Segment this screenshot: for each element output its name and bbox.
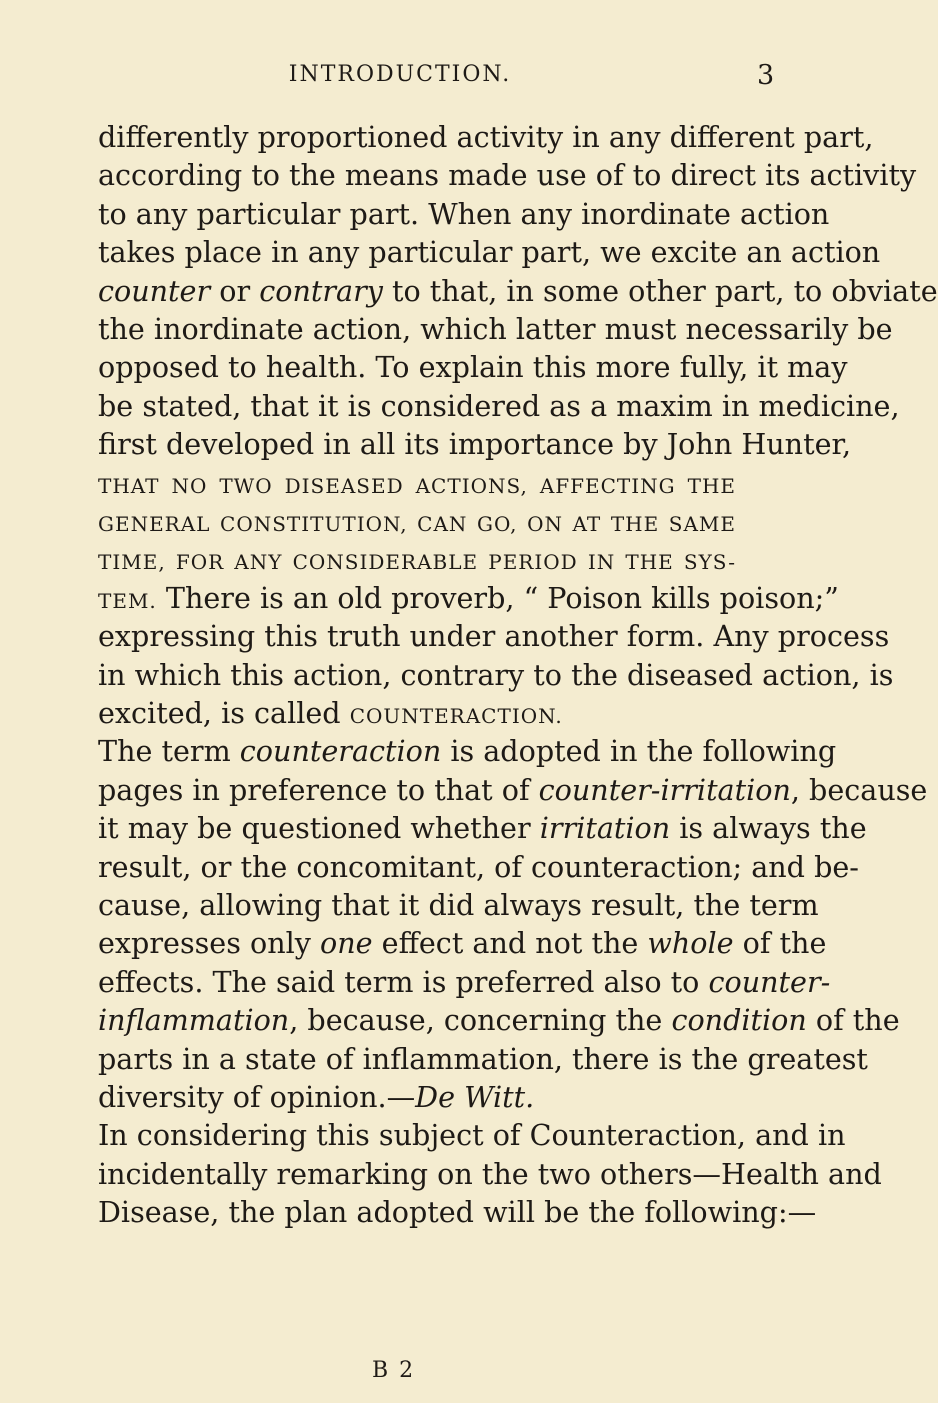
text-line: inflammation, because, concerning the condition of the (98, 1003, 900, 1038)
text-line (98, 464, 736, 502)
emphasis: De Witt. (415, 1080, 535, 1114)
text-line: diversity of opinion.—De Witt. (98, 1080, 535, 1114)
text-line: expresses only one effect and not the whole of the (98, 926, 827, 961)
text-line: to any particular part. When any inordinate action (98, 196, 830, 231)
text-line: be stated, that it is considered as a maxim in medicine, (98, 388, 900, 423)
text-line (98, 502, 736, 540)
emphasis: counter (98, 273, 211, 308)
emphasis: counter- (708, 964, 831, 999)
text-line: effects. The said term is preferred also to counter- (98, 964, 831, 999)
emphasis: counter-irritation (538, 772, 791, 807)
text-line: differently proportioned activity in any different part, (98, 120, 874, 154)
small-caps-text: COUNTERACTION. (349, 704, 563, 728)
text-line (98, 540, 736, 578)
emphasis: counteraction (239, 734, 442, 769)
emphasis: contrary (259, 273, 383, 308)
text-line: expressing this truth under another form. Any process (98, 619, 890, 654)
small-caps-text: TIME, FOR ANY CONSIDERABLE PERIOD IN THE SYS- (98, 550, 736, 575)
emphasis: condition (671, 1003, 807, 1038)
text-line: The term counteraction is adopted in the following (98, 734, 837, 769)
text-line: first developed in all its importance by John Hunter, (98, 427, 852, 462)
text-line: excited, is called COUNTERACTION. (98, 696, 563, 730)
text-line: pages in preference to that of counter-irritation, because (98, 772, 928, 807)
text-line: it may be questioned whether irritation is always the (98, 811, 867, 846)
text-line: opposed to health. To explain this more fully, it may (98, 350, 848, 385)
emphasis: whole (647, 926, 734, 961)
text-line: TEM. There is an old proverb, “ Poison kills poison;” (98, 580, 839, 615)
text-line: In considering this subject of Counteraction, and in (98, 1118, 846, 1153)
text-line: the inordinate action, which latter must necessarily be (98, 312, 893, 346)
text-line: incidentally remarking on the two others—Health and (98, 1156, 882, 1191)
text-line: according to the means made use of to direct its activity (98, 158, 917, 193)
text-line: in which this action, contrary to the diseased action, is (98, 657, 894, 692)
small-caps-text: GENERAL CONSTITUTION, CAN GO, ON AT THE SAME (98, 512, 736, 536)
text-line: cause, allowing that it did always result, the term (98, 888, 819, 922)
text-line: parts in a state of inflammation, there is the greatest (98, 1041, 868, 1076)
small-caps-text: THAT NO TWO DISEASED ACTIONS, AFFECTING THE (98, 473, 736, 498)
printer-signature: B 2 (372, 1358, 416, 1383)
page-header-title: INTRODUCTION. (288, 62, 512, 87)
emphasis: inflammation (98, 1003, 290, 1038)
small-caps-text: TEM. (98, 588, 157, 613)
text-line: result, or the concomitant, of counteraction; and be- (98, 849, 859, 884)
running-head (0, 58, 800, 98)
text-line: takes place in any particular part, we excite an action (98, 235, 881, 270)
page-number: 3 (757, 60, 775, 91)
emphasis: one (320, 926, 373, 961)
text-line: counter or contrary to that, in some other part, to obviate (98, 273, 938, 308)
emphasis: irritation (539, 811, 671, 846)
text-line: Disease, the plan adopted will be the following:— (98, 1195, 817, 1230)
